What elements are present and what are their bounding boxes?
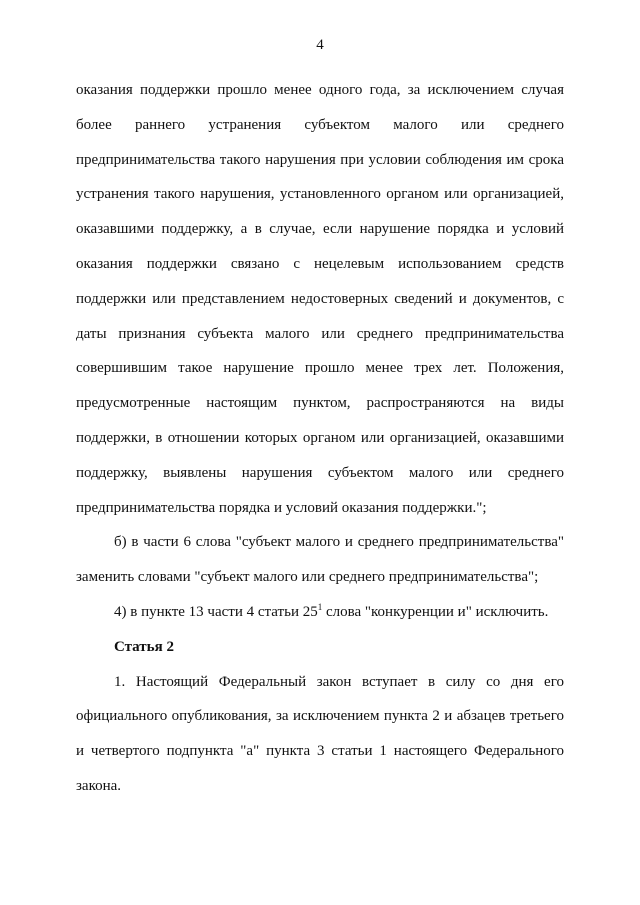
paragraph-article-2-item-1: 1. Настоящий Федеральный закон вступает в силу со дня его официального опубликования, за исключением пункта 2 и абзацев третьего и четвертого подпункта "а" пункта 3 статьи 1 настоящего Федерального закона. <box>76 673 564 794</box>
paragraph-item-4 <box>76 595 564 630</box>
item-4-text-start: 4) в пункте 13 части 4 статьи 25 <box>114 603 318 620</box>
document-body <box>76 73 564 804</box>
superscript-marker: 1 <box>317 601 323 612</box>
article-heading: Статья 2 <box>114 638 174 655</box>
page-number: 4 <box>316 37 324 53</box>
item-4-text-end: слова "конкуренции и" исключить. <box>322 603 549 620</box>
paragraph-item-b: б) в части 6 слова "субъект малого и среднего предпринимательства" заменить словами "субъект малого или среднего предпринимательства"; <box>76 534 564 586</box>
paragraph-continuation: оказания поддержки прошло менее одного года, за исключением случая более раннего устранения субъектом малого или среднего предпринимательства такого нарушения при условии соблюдения им срока устранения такого нарушения, установленного органом или организацией, оказавшими поддержку, а в случае, если нарушение порядка и условий оказания поддержки связано с нецелевым использованием средств поддержки или представлением недостоверных сведений и документов, с даты признания субъекта малого или среднего предпринимательства совершившим такое нарушение прошло менее трех лет. Положения, предусмотренные настоящим пунктом, распространяются на виды поддержки, в отношении которых органом или организацией, оказавшими поддержку, выявлены нарушения субъектом малого или среднего предпринимательства порядка и условий оказания поддержки."; <box>76 82 564 516</box>
